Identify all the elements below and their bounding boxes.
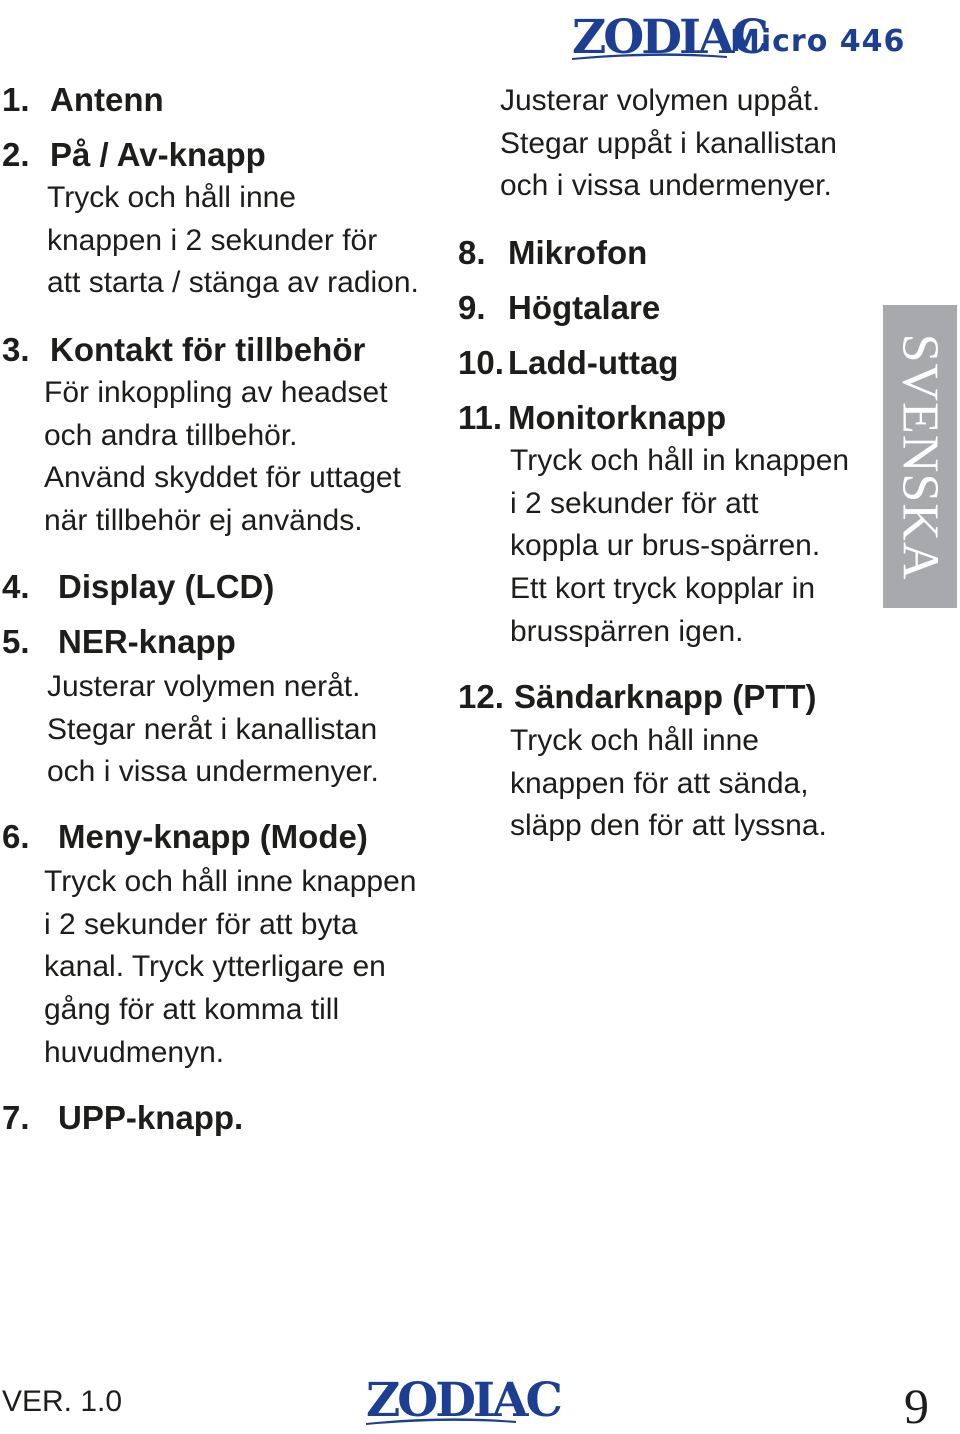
page-number: 9 [904, 1378, 929, 1434]
item-number: 11. [458, 399, 503, 436]
logo-swoosh-icon [366, 1417, 516, 1425]
brand-wordmark: ZODIAC [366, 1373, 560, 1428]
item-number: 7. [2, 1099, 30, 1136]
item-title: NER-knapp [58, 623, 236, 660]
brand-wordmark: ZODIAC [572, 10, 766, 65]
item-number: 1. [2, 81, 30, 118]
item-title: Display (LCD) [58, 568, 275, 605]
item-6-description: Tryck och håll inne knappen i 2 sekunder för att byta kanal. Tryck ytterligare en gång för att komma till huvudmenyn. [44, 865, 417, 1069]
header-logo [572, 12, 922, 64]
language-tab [883, 305, 957, 608]
language-tab-label: SVENSKA [891, 333, 949, 580]
item-number: 12. [458, 678, 504, 715]
item-number: 8. [458, 234, 486, 271]
item-2-description: Tryck och håll inne knappen i 2 sekunder för att starta / stänga av radion. [47, 181, 419, 300]
item-title: Monitorknapp [508, 399, 727, 436]
item-title: Antenn [50, 81, 164, 118]
item-number: 4. [2, 568, 30, 605]
logo-swoosh-icon [572, 52, 727, 60]
item-title: På / Av-knapp [50, 136, 266, 173]
item-number: 6. [2, 818, 30, 855]
item-title: Ladd-uttag [508, 344, 679, 381]
item-title: UPP-knapp. [58, 1099, 244, 1136]
version-label: VER. 1.0 [2, 1385, 123, 1418]
item-5-description: Justerar volymen neråt. Stegar neråt i kanallistan och i vissa undermenyer. [47, 670, 379, 789]
item-title: Sändarknapp (PTT) [514, 678, 817, 715]
item-number: 2. [2, 136, 30, 173]
model-name: Micro 446 [730, 24, 906, 59]
item-title: Mikrofon [508, 234, 648, 271]
item-3-description: För inkoppling av headset och andra tillbehör. Använd skyddet för uttaget när tillbehör ej används. [44, 376, 401, 538]
item-7-description: Justerar volymen uppåt. Stegar uppåt i kanallistan och i vissa undermenyer. [500, 84, 837, 203]
footer-logo [366, 1373, 560, 1428]
item-number: 3. [2, 331, 30, 368]
item-title: Kontakt för tillbehör [50, 331, 366, 368]
item-number: 9. [458, 289, 486, 326]
item-title: Högtalare [508, 289, 661, 326]
item-12-description: Tryck och håll inne knappen för att sända, släpp den för att lyssna. [510, 724, 827, 843]
item-number: 5. [2, 623, 30, 660]
item-11-description: Tryck och håll in knappen i 2 sekunder för att koppla ur brus-spärren. Ett kort tryck kopplar in brusspärren igen. [510, 444, 850, 648]
item-number: 10. [458, 344, 504, 381]
item-title: Meny-knapp (Mode) [58, 818, 368, 855]
